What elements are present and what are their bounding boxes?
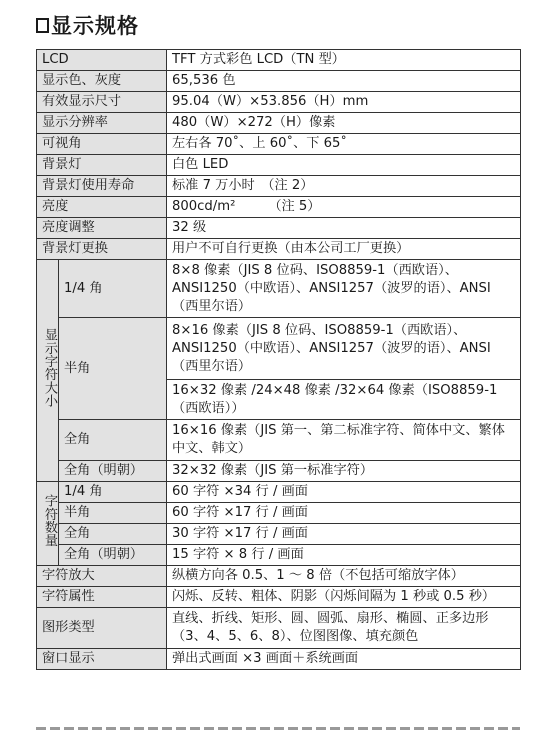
row-label: 字符属性 xyxy=(37,587,167,608)
row-label: 1/4 角 xyxy=(59,260,167,318)
page-title-text: 显示规格 xyxy=(51,14,139,38)
row-value: 30 字符 ×17 行 / 画面 xyxy=(167,524,521,545)
row-label: 亮度 xyxy=(37,197,167,218)
table-row xyxy=(37,503,521,524)
table-row xyxy=(37,649,521,670)
checkbox-square-icon xyxy=(36,18,49,33)
row-value: 16×16 像素（JIS 第一、第二标准字符、简体中文、繁体中文、韩文） xyxy=(167,420,521,461)
cut-off-footnote-line xyxy=(36,722,520,730)
table-row xyxy=(37,482,521,503)
row-label: 1/4 角 xyxy=(59,482,167,503)
row-value: 标准 7 万小时 （注 2） xyxy=(167,176,521,197)
table-row xyxy=(37,71,521,92)
row-value: 8×16 像素（JIS 8 位码、ISO8859-1（西欧语）、ANSI1250（中欧语）、ANSI1257（波罗的语）、ANSI（西里尔语） xyxy=(167,318,521,380)
row-label: 全角（明朝） xyxy=(59,545,167,566)
row-label: LCD xyxy=(37,50,167,71)
table-row xyxy=(37,239,521,260)
table-row xyxy=(37,420,521,461)
row-value: 8×8 像素（JIS 8 位码、ISO8859-1（西欧语）、ANSI1250（中欧语）、ANSI1257（波罗的语）、ANSI（西里尔语） xyxy=(167,260,521,318)
row-value: 用户不可自行更换（由本公司工厂更换） xyxy=(167,239,521,260)
page-title xyxy=(36,10,139,40)
row-value: 60 字符 ×34 行 / 画面 xyxy=(167,482,521,503)
table-row xyxy=(37,318,521,380)
table-row xyxy=(37,587,521,608)
row-value: 32×32 像素（JIS 第一标准字符） xyxy=(167,461,521,482)
table-row xyxy=(37,461,521,482)
row-label: 全角（明朝） xyxy=(59,461,167,482)
row-value: 15 字符 × 8 行 / 画面 xyxy=(167,545,521,566)
spec-table xyxy=(36,49,521,670)
row-label: 窗口显示 xyxy=(37,649,167,670)
row-value: 左右各 70˚、上 60˚、下 65˚ xyxy=(167,134,521,155)
table-row xyxy=(37,545,521,566)
table-row xyxy=(37,92,521,113)
row-label: 背景灯更换 xyxy=(37,239,167,260)
row-value: 16×32 像素 /24×48 像素 /32×64 像素（ISO8859-1（西欧语）） xyxy=(167,380,521,420)
row-label: 显示分辨率 xyxy=(37,113,167,134)
row-value: 800cd/m² （注 5） xyxy=(167,197,521,218)
row-label: 图形类型 xyxy=(37,608,167,649)
row-value: 直线、折线、矩形、圆、圆弧、扇形、椭圆、正多边形（3、4、5、6、8）、位图图像、填充颜色 xyxy=(167,608,521,649)
table-row xyxy=(37,260,521,318)
table-row xyxy=(37,524,521,545)
group-label-display-size: 显示字符大小 xyxy=(37,260,59,482)
row-value: 480（W）×272（H）像素 xyxy=(167,113,521,134)
table-row xyxy=(37,155,521,176)
row-value: 纵横方向各 0.5、1 ～ 8 倍（不包括可缩放字体） xyxy=(167,566,521,587)
row-label: 有效显示尺寸 xyxy=(37,92,167,113)
row-label: 亮度调整 xyxy=(37,218,167,239)
row-value: 60 字符 ×17 行 / 画面 xyxy=(167,503,521,524)
row-value: 闪烁、反转、粗体、阴影（闪烁间隔为 1 秒或 0.5 秒） xyxy=(167,587,521,608)
row-label: 半角 xyxy=(59,318,167,420)
row-label: 字符放大 xyxy=(37,566,167,587)
group-label-char-count: 字符数量 xyxy=(37,482,59,566)
table-row xyxy=(37,608,521,649)
row-label: 半角 xyxy=(59,503,167,524)
table-row xyxy=(37,218,521,239)
row-label: 背景灯使用寿命 xyxy=(37,176,167,197)
table-row xyxy=(37,50,521,71)
row-value: TFT 方式彩色 LCD（TN 型） xyxy=(167,50,521,71)
row-value: 白色 LED xyxy=(167,155,521,176)
table-row xyxy=(37,176,521,197)
table-row xyxy=(37,197,521,218)
row-label: 背景灯 xyxy=(37,155,167,176)
table-row xyxy=(37,566,521,587)
row-label: 全角 xyxy=(59,524,167,545)
row-label: 显示色、灰度 xyxy=(37,71,167,92)
row-value: 弹出式画面 ×3 画面＋系统画面 xyxy=(167,649,521,670)
row-label: 全角 xyxy=(59,420,167,461)
table-row xyxy=(37,134,521,155)
row-label: 可视角 xyxy=(37,134,167,155)
table-row xyxy=(37,113,521,134)
row-value: 32 级 xyxy=(167,218,521,239)
row-value: 65,536 色 xyxy=(167,71,521,92)
row-value: 95.04（W）×53.856（H）mm xyxy=(167,92,521,113)
